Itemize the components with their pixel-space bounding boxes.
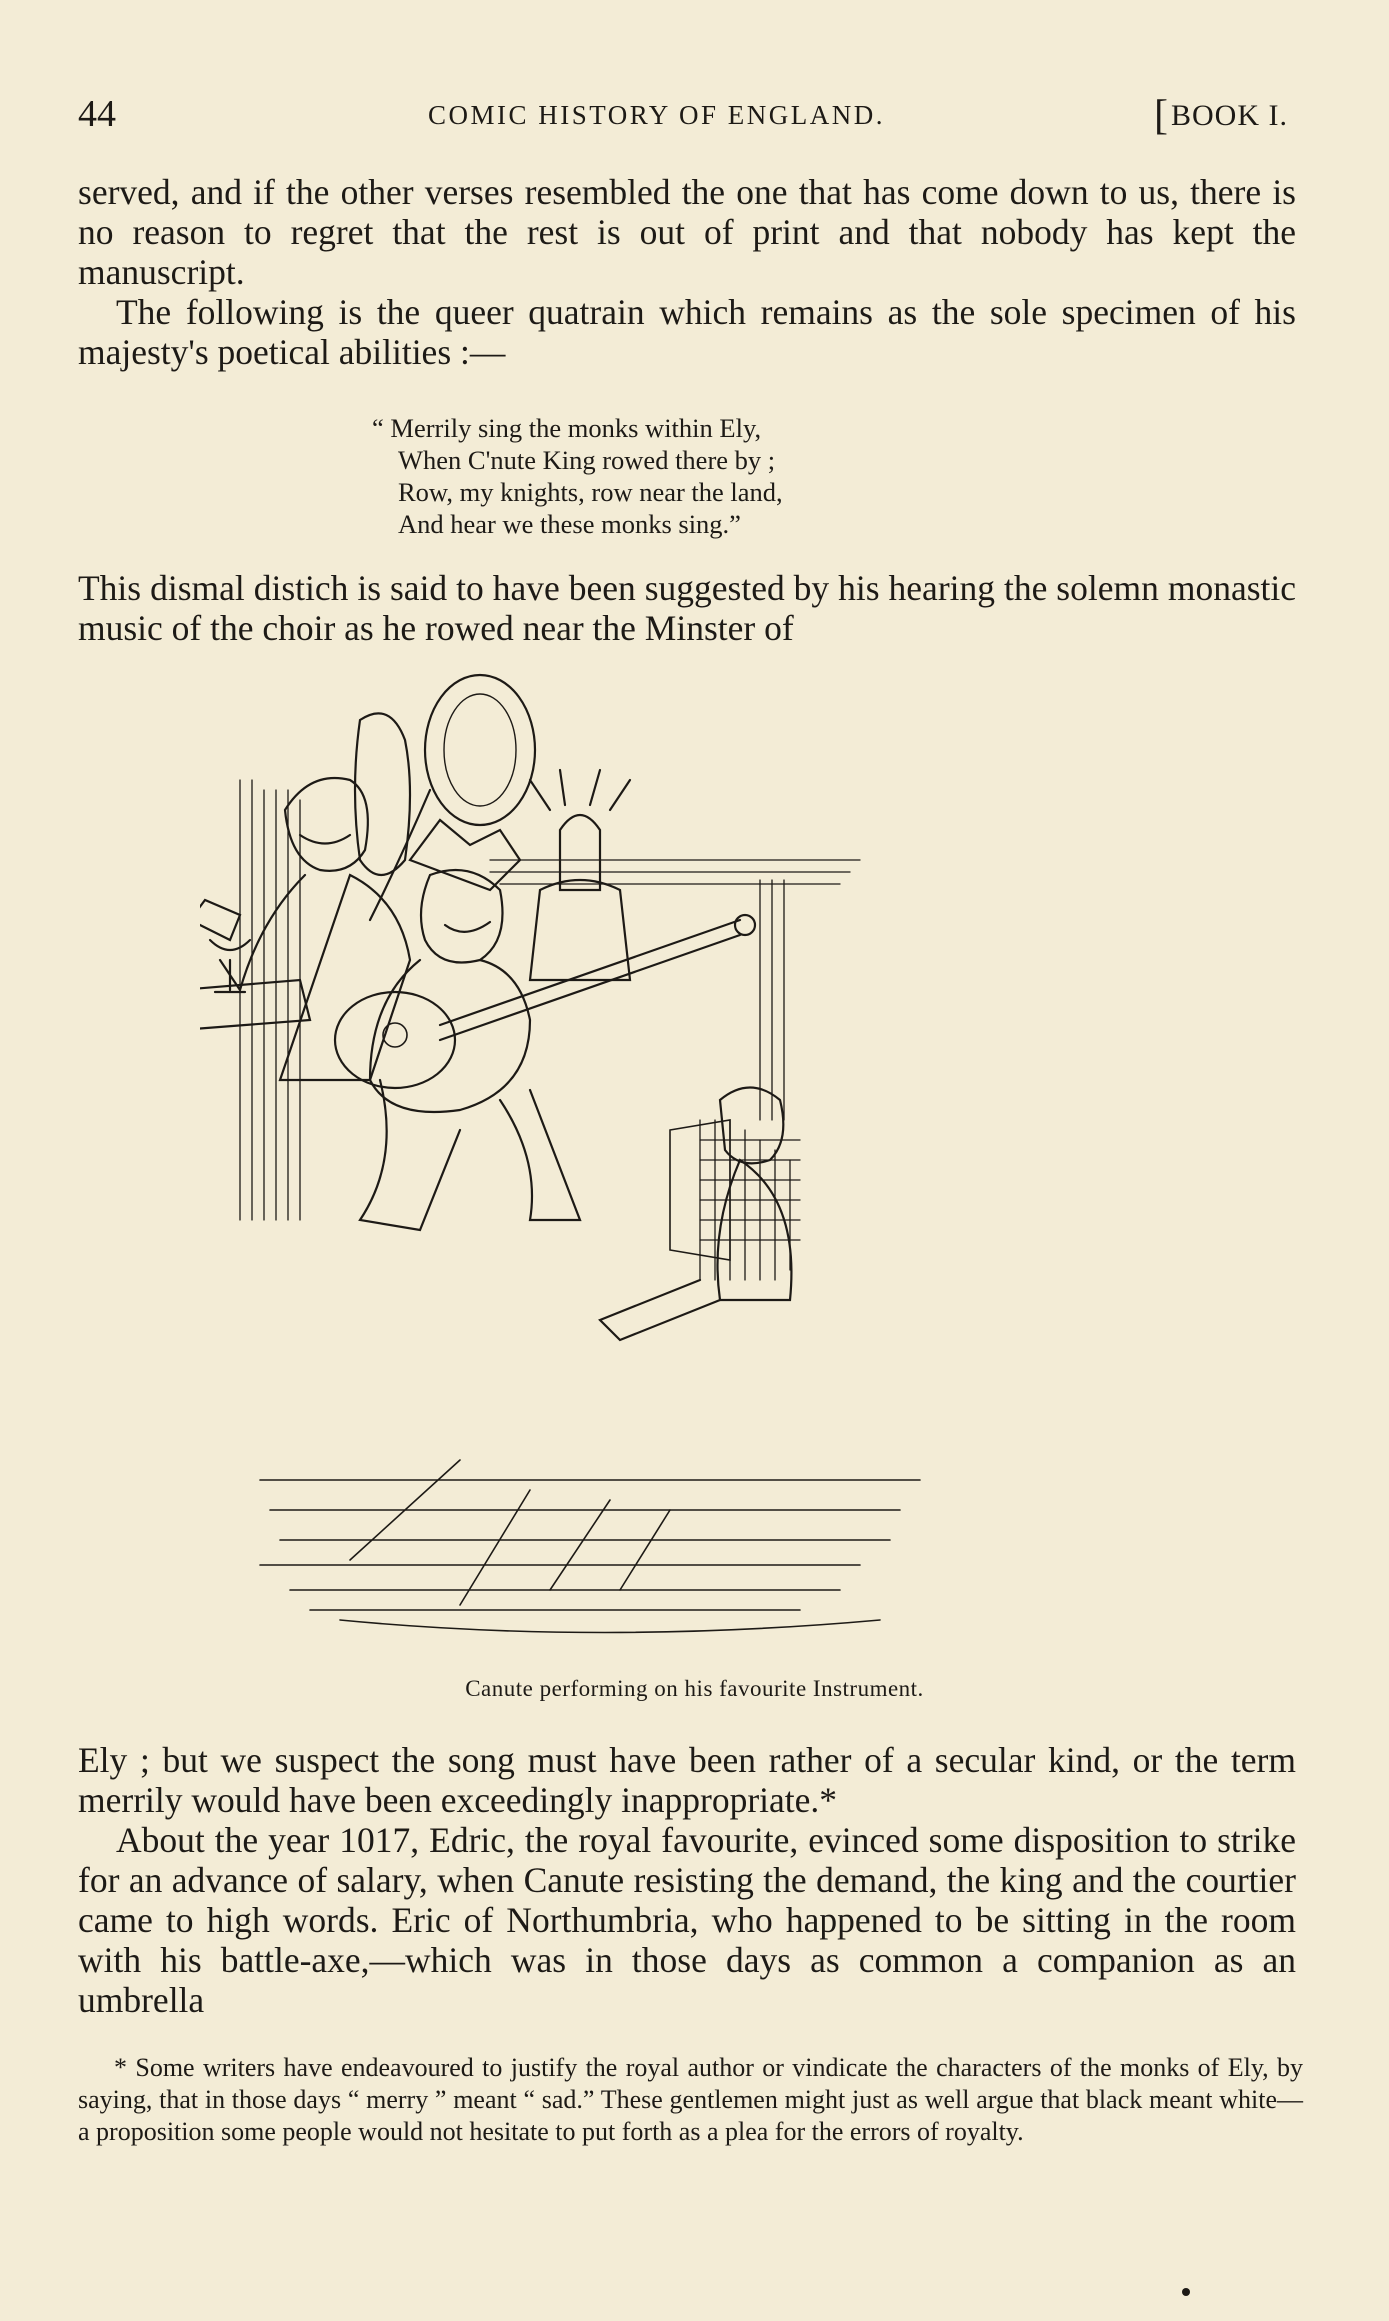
table-with-goblet bbox=[200, 940, 310, 1030]
floor-hatching bbox=[260, 1460, 920, 1633]
verse-line: When C'nute King rowed there by ; bbox=[398, 445, 776, 475]
verse-line: “ Merrily sing the monks within Ely, bbox=[372, 413, 762, 443]
engraving-illustration bbox=[200, 660, 1100, 1660]
book-bracket: [ bbox=[1154, 93, 1169, 139]
seated-figure-right bbox=[600, 1088, 791, 1341]
book-reference bbox=[1154, 92, 1288, 140]
verse-line: Row, my knights, row near the land, bbox=[398, 477, 783, 507]
paragraph-quatrain-intro: The following is the queer quatrain which remains as the sole specimen of his majesty's poetical abilities :— bbox=[78, 292, 1296, 372]
text-block-bottom bbox=[78, 1740, 1296, 2020]
paragraph-edric: About the year 1017, Edric, the royal favourite, evinced some disposition to strike for an advance of salary, when Canute resisting the demand, the king and the courtier came to high words. Eric of Northumbria, who happened to be sitting in the room with his battle-axe,—which was in those days as common a companion as an umbrella bbox=[78, 1820, 1296, 2020]
verse-line: And hear we these monks sing.” bbox=[398, 509, 741, 539]
canute-minstrel-figure bbox=[360, 820, 580, 1230]
illustration-caption: Canute performing on his favourite Instrument. bbox=[465, 1676, 924, 1701]
footnote-text: * Some writers have endeavoured to justify the royal author or vindicate the characters of the monks of Ely, by saying, that in those days “ merry ” meant “ sad.” These gentlemen might just as well argue that black meant white—a proposition some people would not hesitate to put forth as a plea for the errors of royalty. bbox=[78, 2053, 1303, 2146]
paragraph-ely: Ely ; but we suspect the song must have been rather of a secular kind, or the term merrily would have been exceedingly inappropriate.* bbox=[78, 1740, 1296, 1820]
running-title: COMIC HISTORY OF ENGLAND. bbox=[428, 100, 886, 130]
text-block-top bbox=[78, 172, 1296, 372]
back-wall-hatching bbox=[240, 780, 860, 1280]
text-block-middle bbox=[78, 568, 1296, 648]
lute-instrument bbox=[335, 915, 755, 1088]
page-header bbox=[78, 92, 1288, 142]
paragraph-continuation: served, and if the other verses resembled the one that has come down to us, there is no reason to regret that the rest is out of print and that nobody has kept the manuscript. bbox=[78, 172, 1296, 292]
laughing-monk-figure bbox=[200, 778, 410, 1080]
gong-shape bbox=[370, 675, 535, 920]
paragraph-distich: This dismal distich is said to have been suggested by his hearing the solemn monastic music of the choir as he rowed near the Minster of bbox=[78, 568, 1296, 648]
footnote bbox=[78, 2052, 1303, 2148]
verse-quatrain bbox=[372, 412, 783, 540]
page-number: 44 bbox=[78, 93, 116, 135]
ink-speck bbox=[1182, 2288, 1190, 2296]
background-figure-arch bbox=[530, 770, 630, 980]
book-label: BOOK I. bbox=[1171, 99, 1288, 132]
